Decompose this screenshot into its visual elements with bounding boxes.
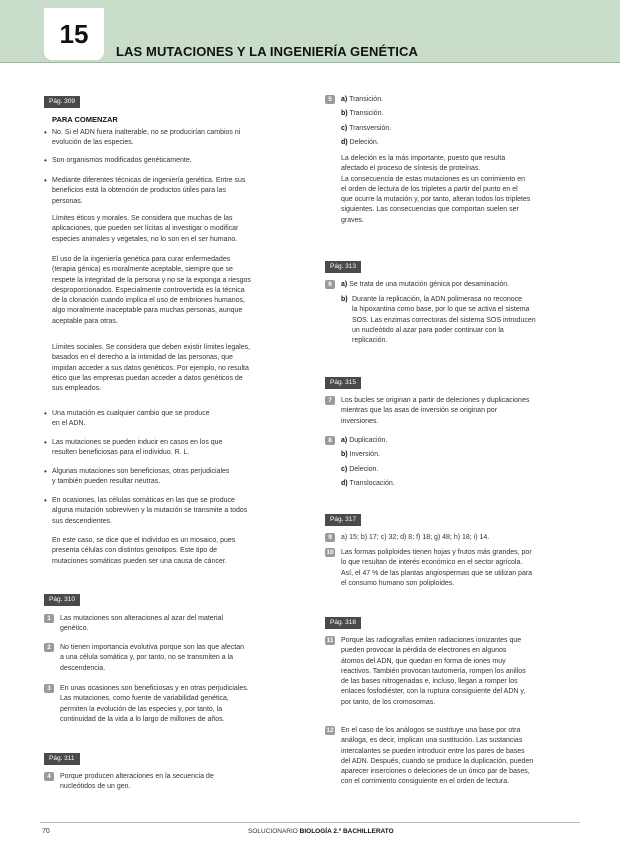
page-tag-318: Pág. 318 (325, 617, 361, 629)
text-line: descendencia. (60, 664, 106, 672)
text-line: intercalantes se pueden introducir entre los pares de bases (341, 747, 525, 755)
answer-bullet-3 (52, 176, 245, 207)
answer-6a (341, 280, 509, 290)
question-number: 3 (44, 684, 54, 693)
text-line: respete la integridad de la persona y no se la exponga a riesgos (52, 276, 251, 284)
text-line: lo que resultan de interés económico en el sector agrícola. (341, 559, 523, 567)
answer-9: a) 15; b) 17; c) 32; d) 8; f) 18; g) 48; h) 18; i) 14. (341, 534, 490, 541)
bullet-dot: • (44, 156, 47, 165)
text-line: con el corrimiento consiguiente en el orden de lectura. (341, 778, 510, 786)
text-line: ético que las empresas puedan acceder a datos genéticos de (52, 374, 243, 382)
answer-bullet-1 (52, 128, 240, 149)
question-number: 11 (326, 637, 334, 644)
text-line: Algunas mutaciones son beneficiosas, otras perjudiciales (52, 468, 230, 475)
bullet-dot: • (44, 409, 47, 418)
answer-11 (341, 636, 526, 708)
text-line: En unas ocasiones son beneficiosas y en otras perjudiciales. (60, 685, 249, 692)
text-line: de la clonación cuando implica el uso de embriones humanos, (52, 297, 246, 305)
text-line: la hipoxantina como base, por lo que se activa el sistema (352, 306, 530, 314)
option-letter: a) (341, 281, 348, 288)
text-line: desproporcionados. Especialmente controvertida es la técnica (52, 286, 245, 294)
text-line: nucleótidos de un gen. (60, 783, 131, 791)
answer-12 (341, 726, 533, 788)
chapter-number: 15 (44, 8, 104, 60)
text-line: mientras que las asas de inversión se originan por (341, 407, 498, 415)
question-number: 8 (325, 436, 335, 445)
text-line: un nucleótido al azar para poder continuar con la (352, 326, 504, 334)
option-letter: d) (341, 138, 348, 146)
text-line: análoga, es decir, implican una sustitución. Las sustancias (341, 737, 523, 745)
answer-3 (60, 684, 249, 725)
paragraph-limites-eticos (52, 214, 238, 245)
question-number: 12 (326, 727, 334, 734)
text-line: reactivos. También provocan tautomería, rompen los anillos (341, 667, 526, 675)
bullet-dot: • (44, 496, 47, 505)
option-letter: b) (341, 110, 348, 118)
page-tag-313: Pág. 313 (325, 261, 361, 273)
bullet-dot: • (44, 176, 47, 185)
page-tag-317: Pág. 317 (325, 514, 361, 526)
text-line: sus empleados. (52, 385, 102, 393)
text-line: No. Si el ADN fuera inalterable, no se producirían cambios ni (52, 129, 241, 136)
text-line: en el ADN. (52, 420, 86, 428)
header-divider (0, 62, 620, 63)
text-line: beneficios está la obtención de productos útiles para las (52, 187, 226, 195)
text-line: Los bucles se originan a partir de deleciones y duplicaciones (341, 397, 530, 404)
option-letter: a) (341, 96, 348, 103)
text-line: SOS. Las enzimas correctoras del sistema SOS introducen (352, 316, 536, 324)
text-line: pueden provocar la pérdida de electrones en algunos (341, 647, 507, 655)
text-line: En ocasiones, las células somáticas en las que se produce (52, 497, 235, 504)
text-line: replicación. (352, 337, 388, 345)
text-line: La deleción es la más importante, puesto que resulta (341, 155, 506, 162)
text-line: genético. (60, 625, 89, 633)
answer-bullet-2 (52, 156, 192, 166)
option-text: Delecion. (349, 465, 379, 473)
bullet-dot: • (44, 467, 47, 476)
footer-book-title (248, 828, 394, 835)
text-line: sus descendientes. (52, 517, 112, 525)
question-number: 7 (325, 396, 335, 405)
footer-book: BIOLOGÍA 2.º BACHILLERATO (299, 828, 394, 835)
chapter-title: LAS MUTACIONES Y LA INGENIERÍA GENÉTICA (116, 44, 418, 59)
option-letter: d) (341, 479, 348, 487)
answer-7 (341, 396, 529, 427)
paragraph-limites-sociales (52, 343, 250, 394)
text-line: especies animales y vegetales, no lo son en el ser humano. (52, 235, 238, 243)
footer-divider (40, 822, 580, 823)
text-line: presenta células con distintos genotipos. Este tipo de (52, 547, 217, 555)
text-line: continuidad de la vida a lo largo de millones de años. (60, 715, 225, 723)
text-line: a una célula somática y, por tanto, no se transmiten a la (60, 654, 234, 662)
option-letter: c) (341, 124, 348, 132)
answer-bullet-4 (52, 409, 210, 430)
text-line: afectado el proceso de síntesis de proteínas. (341, 165, 481, 173)
text-line: el consumo humano son poliploides. (341, 579, 455, 587)
text-line: Así, el 47 % de las plantas angiospermas que se utilizan para (341, 569, 533, 577)
option-text: Transición. (349, 110, 384, 118)
page-tag-311: Pág. 311 (44, 753, 80, 765)
option-text: Translocación. (349, 479, 395, 487)
text-line: del ADN. Después, cuando se produce la duplicación, pueden (341, 757, 534, 765)
para-comenzar-heading: PARA COMENZAR (52, 115, 118, 124)
bullet-dot: • (44, 128, 47, 137)
text-line: aplicaciones, que pueden ser lícitas al investigar o modificar (52, 225, 239, 233)
answer-2 (60, 643, 244, 674)
text-line: No tienen importancia evolutiva porque son las que afectan (60, 644, 245, 651)
text-line: El uso de la ingeniería genética para curar enfermedades (52, 256, 231, 263)
text-line: Mediante diferentes técnicas de ingeniería genética. Entre sus (52, 177, 246, 184)
text-line: que ocurre la mutación y, por tanto, alteran todos los tripletes (341, 196, 531, 204)
text-line: aceptable para otras. (52, 317, 118, 325)
text-line: siguientes. Las consecuencias que comportan suelen ser (341, 206, 519, 214)
question-number: 1 (44, 614, 54, 623)
text-line: el orden de lectura de los tripletes a partir del punto en el (341, 185, 518, 193)
answer-5-explanation (341, 154, 530, 226)
option-text: Transversión. (349, 124, 392, 132)
text-line: y también pueden resultar neutras. (52, 478, 161, 486)
text-line: Porque las radiografías emiten radiaciones ionizantes que (341, 637, 522, 644)
text-line: por tanto, de los cromosomas. (341, 698, 436, 706)
text-line: (terapia génica) es moralmente aceptable, siempre que se (52, 266, 233, 274)
option-text: Deleción. (349, 138, 379, 146)
answer-5-options (341, 95, 391, 148)
option-text: Inversión. (349, 451, 380, 459)
text-line: Las formas poliploides tienen hojas y frutos más grandes, por (341, 549, 532, 556)
question-number: 10 (326, 549, 334, 556)
answer-8-options (341, 436, 395, 489)
paragraph-mosaico (52, 536, 235, 567)
text-line: alguna mutación sobreviven y la mutación se transmite a todos (52, 507, 248, 515)
text-line: impidan acceder a sus datos genéticos. Por ejemplo, no resulta (52, 364, 249, 372)
paragraph-uso-ingenieria (52, 255, 251, 327)
answer-6b (352, 295, 536, 346)
text-line: aparecer inserciones o deleciones de un único par de bases, (341, 768, 530, 776)
text-line: de las bases nitrogenadas e, incluso, llegan a romper los (341, 678, 518, 686)
answer-bullet-5 (52, 438, 222, 459)
text-line: resulten beneficiosas para el individuo. R. L. (52, 449, 190, 457)
text-line: Porque producen alteraciones en la secuencia de (60, 773, 214, 780)
option-letter: a) (341, 437, 348, 444)
text-line: En este caso, se dice que el individuo es un mosaico, pues (52, 537, 236, 544)
question-number: 5 (325, 95, 335, 104)
text-line: mutaciones somáticas pueden ser una causa de cáncer. (52, 557, 227, 565)
answer-bullet-6 (52, 467, 229, 488)
question-number: 9 (325, 533, 335, 542)
text-line: graves. (341, 216, 364, 224)
text-line: inversiones. (341, 417, 379, 425)
text-line: Límites sociales. Se considera que deben existir límites legales, (52, 344, 251, 351)
text-line: Las mutaciones son alteraciones al azar del material (60, 615, 224, 622)
answer-bullet-7 (52, 496, 247, 527)
text-line: personas. (52, 197, 83, 205)
question-number: 4 (44, 772, 54, 781)
question-number: 2 (44, 643, 54, 652)
option-letter: c) (341, 465, 348, 473)
text-line: basados en el derecho a la intimidad de las personas, que (52, 354, 233, 362)
option-text: Duplicación. (349, 437, 388, 444)
text-line: Límites éticos y morales. Se considera que muchas de las (52, 215, 233, 222)
text-line: La consecuencia de estas mutaciones es un corrimiento en (341, 175, 526, 183)
text-line: permiten la evolución de las especies y, por tanto, la (60, 705, 223, 713)
text-line: Las mutaciones, como fuente de variabilidad genética, (60, 695, 229, 703)
footer-solucionario: SOLUCIONARIO (248, 828, 298, 835)
option-letter: b) (341, 451, 348, 459)
question-number: 6 (325, 280, 335, 289)
answer-6b-letter (341, 295, 348, 305)
text-line: algo moralmente inaceptable para muchas personas, aunque (52, 307, 243, 315)
page-tag-310: Pág. 310 (44, 594, 80, 606)
answer-1 (60, 614, 223, 635)
answer-10 (341, 548, 532, 589)
page-tag-315: Pág. 315 (325, 377, 361, 389)
option-text: Se trata de una mutación génica por desaminación. (349, 281, 510, 288)
text-line: átomos del ADN, que quedan en forma de iones muy (341, 657, 506, 665)
text-line: Una mutación es cualquier cambio que se produce (52, 410, 210, 417)
text-line: enlaces fosfodiéster, con la ruptura consiguiente del ADN y, (341, 688, 526, 696)
bullet-dot: • (44, 438, 47, 447)
text-line: En el caso de los análogos se sustituye una base por otra (341, 727, 521, 734)
page-tag-309: Pág. 309 (44, 96, 80, 108)
page-number: 70 (42, 828, 50, 835)
text-line: Son organismos modificados genéticamente. (52, 157, 192, 164)
option-text: Transición. (349, 96, 384, 103)
text-line: Durante la replicación, la ADN polimerasa no reconoce (352, 296, 523, 303)
text-line: Las mutaciones se pueden inducir en casos en los que (52, 439, 223, 446)
answer-4 (60, 772, 214, 793)
option-letter: b) (341, 296, 348, 303)
text-line: evolución de las especies. (52, 139, 134, 147)
